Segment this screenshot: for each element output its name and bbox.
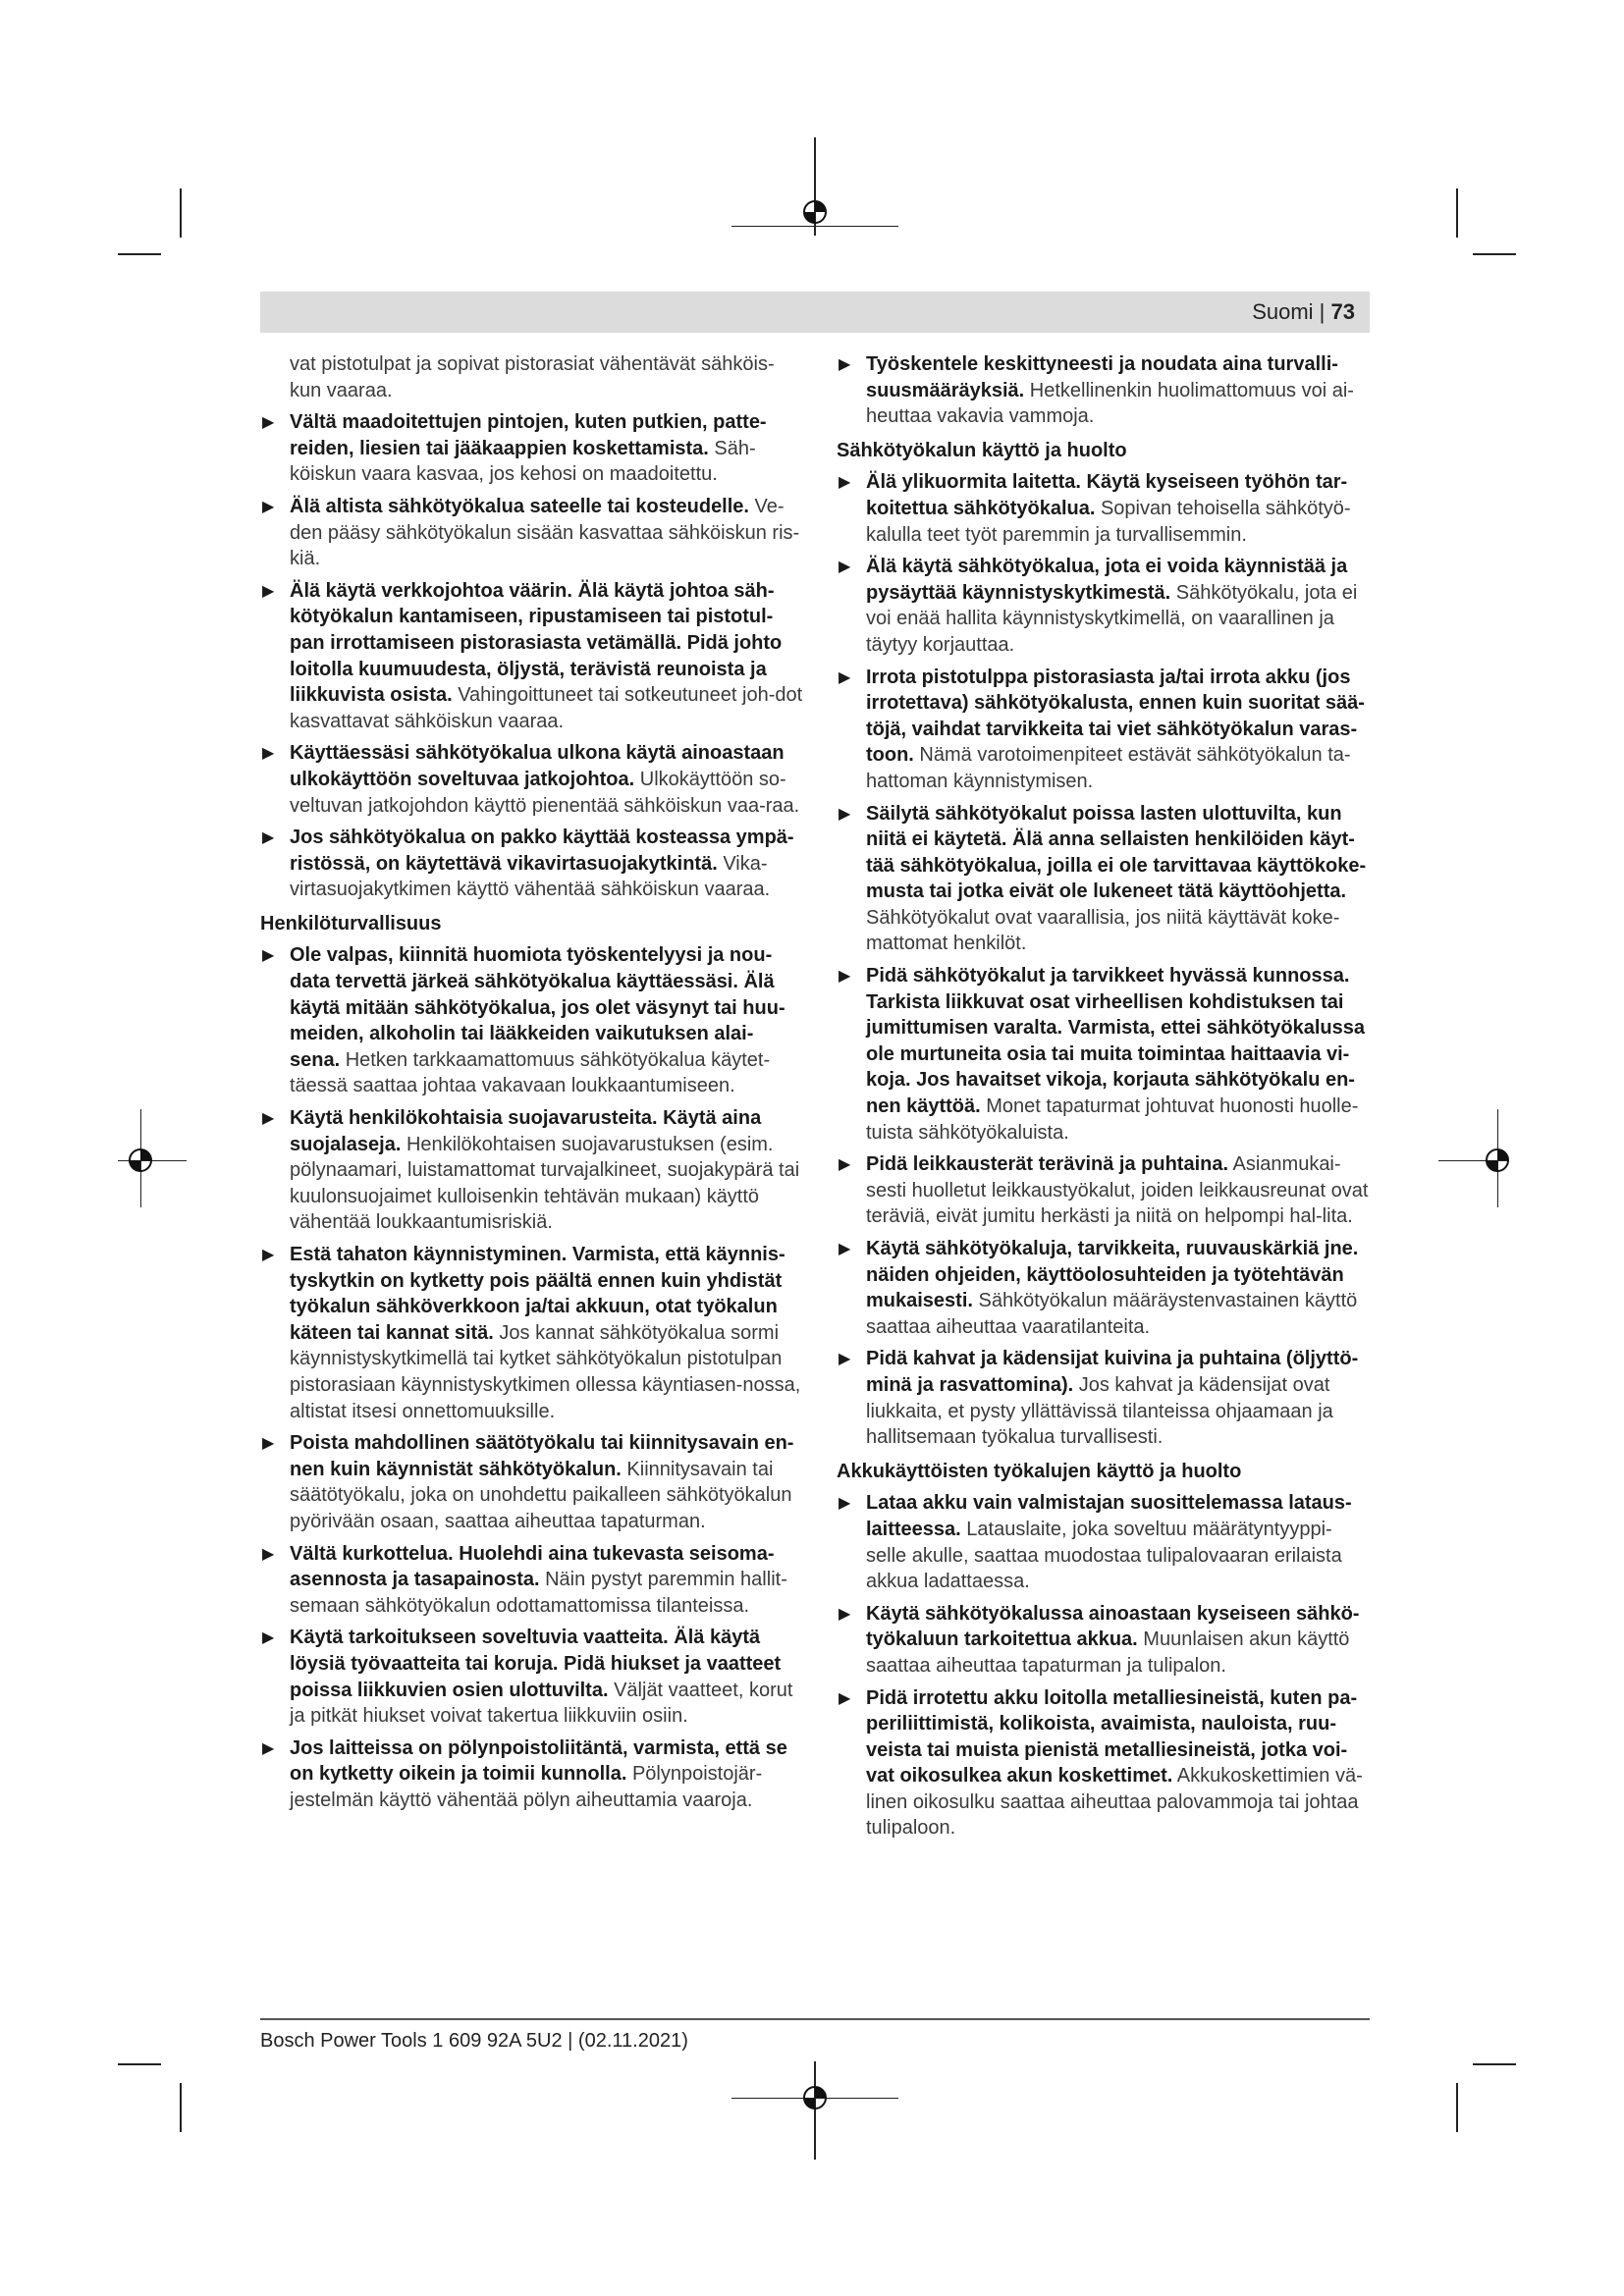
- instruction-explanation: Pölynpoistojär-jestelmän käyttö vähentää pölyn aiheuttamia vaaroja.: [290, 1763, 763, 1811]
- list-item: [837, 1601, 1372, 1680]
- instruction-explanation: Kiinnitysavain tai säätötyökalu, joka on unohdettu paikalleen sähkötyökalun pyörivään osaan, saattaa aiheuttaa tapaturman.: [290, 1458, 792, 1532]
- list-item: [837, 1685, 1372, 1842]
- safety-list: [837, 1490, 1372, 1842]
- instruction-explanation: Nämä varotoimenpiteet estävät sähkötyökalun ta-hattoman käynnistymisen.: [866, 744, 1351, 792]
- list-item: [837, 1151, 1372, 1230]
- instruction-bold: Jos laitteissa on pölynpoistoliitäntä, varmista, että se on kytketty oikein ja toimii kunnolla.: [290, 1736, 787, 1786]
- bullet-arrow-icon: ▶: [262, 1629, 275, 1647]
- instruction-bold: Jos sähkötyökalua on pakko käyttää kosteassa ympä-ristössä, on käytettävä vikavirtasuojakytkintä.: [290, 827, 794, 875]
- crop-mark: [180, 2083, 182, 2132]
- instruction-bold: Älä käytä verkkojohtoa väärin. Älä käytä johtoa säh-kötyökalun kantamiseen, ripustamiseen tai pistotul-pan irrottamiseen pistorasiasta vetämällä. Pidä johto loitolla kuumuudesta, öljystä, terävistä reunoista ja liikkuvista osista.: [290, 579, 783, 707]
- instruction-bold: Pidä sähkötyökalut ja tarvikkeet hyvässä kunnossa. Tarkista liikkuvat osat virheellisen kohdistuksen tai jumittumisen varalta. Varmista, ettei sähkötyökalussa ole murtuneita osia tai muita toimintaa haittaavia vi-koja. Jos havaitset vikoja, korjauta sähkötyökalu en-nen käyttöä.: [866, 965, 1365, 1118]
- right-column: [837, 351, 1372, 1847]
- crop-mark: [1473, 253, 1516, 255]
- instruction-bold: Käyttäessäsi sähkötyökalua ulkona käytä ainoastaan ulkokäyttöön soveltuvaa jatkojohtoa.: [290, 742, 785, 790]
- crop-mark: [1473, 2063, 1516, 2065]
- instruction-explanation: Jos kannat sähkötyökalua sormi käynnistyskytkimellä tai kytket sähkötyökalun pistotulpan pistorasiaan käynnistyskytkimen ollessa käyntiasen-nossa, altistat itsesi onnettomuuksille.: [290, 1321, 801, 1422]
- instruction-explanation: Sopivan tehoisella sähkötyö-kalulla teet työt paremmin ja turvallisemmin.: [866, 497, 1351, 546]
- instruction-explanation: Säh-köiskun vaara kasvaa, jos kehosi on maadoitettu.: [290, 437, 756, 486]
- crop-mark: [1456, 188, 1458, 238]
- instruction-explanation: Muunlaisen akun käyttö saattaa aiheuttaa tapaturman ja tulipalon.: [866, 1629, 1350, 1677]
- list-item: [260, 409, 803, 488]
- list-item: [837, 665, 1372, 795]
- list-item: [837, 1236, 1372, 1340]
- bullet-arrow-icon: ▶: [839, 1605, 851, 1623]
- instruction-bold: Vältä maadoitettujen pintojen, kuten putkien, patte-reiden, liesien tai jääkaappien koskettamista.: [290, 411, 767, 459]
- list-item: [260, 1430, 803, 1534]
- bullet-arrow-icon: ▶: [839, 1689, 851, 1707]
- page-header: [260, 292, 1370, 333]
- footer-text: Bosch Power Tools 1 609 92A 5U2 | (02.11.2021): [260, 2030, 688, 2052]
- instruction-explanation: Akkukoskettimien vä-linen oikosulku saattaa aiheuttaa palovammoja tai johtaa tulipaloon.: [866, 1765, 1363, 1840]
- registration-target-icon: [1484, 1147, 1511, 1174]
- instruction-explanation: Sähkötyökalu, jota ei voi enää hallita käynnistyskytkimellä, on vaarallinen ja täytyy korjauttaa.: [866, 581, 1358, 656]
- list-item: [837, 963, 1372, 1146]
- list-item: [260, 494, 803, 572]
- section-title: Sähkötyökalun käyttö ja huolto: [837, 439, 1127, 461]
- bullet-arrow-icon: ▶: [262, 1247, 275, 1263]
- bullet-arrow-icon: ▶: [262, 414, 275, 432]
- left-column: [260, 351, 803, 1819]
- instruction-bold: Estä tahaton käynnistyminen. Varmista, että käynnis-tyskytkin on kytketty pois päältä ennen kuin yhdistät työkalun sähköverkkoon ja/tai akkuun, otat työkalun käteen tai kannat sitä.: [290, 1244, 785, 1344]
- crop-mark: [118, 2063, 161, 2065]
- safety-list: [837, 351, 1372, 430]
- safety-list: [260, 409, 803, 903]
- bullet-arrow-icon: ▶: [262, 1110, 275, 1128]
- list-item: [260, 1242, 803, 1424]
- bullet-arrow-icon: ▶: [262, 582, 275, 600]
- header-label: [1252, 297, 1355, 327]
- list-item: [837, 1490, 1372, 1594]
- instruction-explanation: Vika-virtasuojakytkimen käyttö vähentää sähköiskun vaaraa.: [290, 852, 771, 901]
- instruction-bold: Vältä kurkottelua. Huolehdi aina tukevasta seisoma-asennosta ja tasapainosta.: [290, 1542, 775, 1591]
- list-item: [837, 554, 1372, 658]
- list-item: [260, 942, 803, 1099]
- instruction-bold: Pidä kahvat ja kädensijat kuivina ja puhtaina (öljyttö-minä ja rasvattomina).: [866, 1348, 1359, 1396]
- list-item: [837, 351, 1372, 430]
- instruction-bold: Poista mahdollinen säätötyökalu tai kiinnitysavain en-nen kuin käynnistät sähkötyökalun.: [290, 1432, 794, 1480]
- bullet-arrow-icon: ▶: [262, 947, 275, 965]
- instruction-bold: Ole valpas, kiinnitä huomiota työskentelyysi ja nou-data tervettä järkeä sähkötyökalua käyttäessäsi. Älä käytä mitään sähkötyökalua, jos olet väsynyt tai huu-meiden, alkoholin tai lääkkeiden vaikutuksen alai-sena.: [290, 944, 785, 1071]
- bullet-arrow-icon: ▶: [262, 1435, 275, 1453]
- instruction-explanation: Ve-den pääsy sähkötyökalun sisään kasvattaa sähköiskun ris-kiä.: [290, 495, 800, 570]
- instruction-bold: Käytä sähkötyökalussa ainoastaan kyseiseen sähkö-työkaluun tarkoitettua akkua.: [866, 1602, 1360, 1651]
- safety-list: [837, 469, 1372, 1450]
- instruction-explanation: Monet tapaturmat johtuvat huonosti huolle-tuista sähkötyökaluista.: [866, 1095, 1359, 1144]
- instruction-bold: Älä käytä sähkötyökalua, jota ei voida käynnistää ja pysäyttää käynnistyskytkimestä.: [866, 556, 1348, 604]
- instruction-explanation: Näin pystyt paremmin hallit-semaan sähkötyökalun odottamattomissa tilanteissa.: [290, 1569, 787, 1617]
- bullet-arrow-icon: ▶: [839, 474, 851, 492]
- instruction-explanation: Henkilökohtaisen suojavarustuksen (esim. pölynaamari, luistamattomat turvajalkineet, suojakypärä tai kuulonsuojaimet kulloisenkin tehtävän mukaan) käyttö vähentää loukkaantumisriskiä.: [290, 1133, 800, 1234]
- instruction-bold: Älä altista sähkötyökalua sateelle tai kosteudelle.: [290, 495, 749, 517]
- instruction-bold: Käytä sähkötyökaluja, tarvikkeita, ruuvauskärkiä jne. näiden ohjeiden, käyttöolosuhteiden ja työtehtävän mukaisesti.: [866, 1238, 1359, 1312]
- instruction-explanation: Sähkötyökalun määräystenvastainen käyttö saattaa aiheuttaa vaaratilanteita.: [866, 1290, 1358, 1338]
- bullet-arrow-icon: ▶: [839, 805, 851, 823]
- instruction-bold: Työskentele keskittyneesti ja noudata aina turvalli-suusmääräyksiä.: [866, 353, 1338, 401]
- registration-target-icon: [801, 2084, 829, 2111]
- bullet-arrow-icon: ▶: [839, 559, 851, 576]
- instruction-explanation: Asianmukai-sesti huolletut leikkaustyökalut, joiden leikkausreunat ovat teräviä, eivät jumitu herkästi ja niitä on helpompi hal-lita.: [866, 1153, 1369, 1228]
- section-title: Henkilöturvallisuus: [260, 912, 442, 934]
- bullet-arrow-icon: ▶: [262, 829, 275, 847]
- list-item: [260, 578, 803, 735]
- footer-rule: [260, 2018, 1370, 2020]
- list-item: [260, 1735, 803, 1814]
- bullet-arrow-icon: ▶: [262, 498, 275, 515]
- bullet-arrow-icon: ▶: [839, 668, 851, 686]
- bullet-arrow-icon: ▶: [839, 356, 851, 373]
- instruction-bold: Käytä tarkoitukseen soveltuvia vaatteita. Älä käytä löysiä työvaatteita tai koruja. Pidä hiukset ja vaatteet poissa liikkuvien osien ulottuvilta.: [290, 1627, 782, 1701]
- registration-target-icon: [127, 1147, 154, 1174]
- instruction-explanation: Väljät vaatteet, korut ja pitkät hiukset voivat takertua liikkuviin osiin.: [290, 1679, 793, 1728]
- bullet-arrow-icon: ▶: [839, 1241, 851, 1257]
- registration-target-icon: [801, 198, 829, 226]
- instruction-bold: Säilytä sähkötyökalut poissa lasten ulottuvilta, kun niitä ei käytetä. Älä anna sellaisten henkilöiden käyt-tää sähkötyökalua, joilla ei ole tarvittavaa käyttökoke-musta tai jotka eivät ole lukeneet tätä käyttöohjetta.: [866, 802, 1367, 903]
- instruction-bold: Irrota pistotulppa pistorasiasta ja/tai irrota akku (jos irrotettava) sähkötyökalusta, ennen kuin suoritat sää-töjä, vaihdat tarvikkeita tai viet sähkötyökalun varas-toon.: [866, 666, 1365, 767]
- list-item: [260, 825, 803, 903]
- crop-mark: [180, 188, 182, 238]
- list-item: [260, 1105, 803, 1236]
- bullet-arrow-icon: ▶: [262, 745, 275, 763]
- instruction-bold: Lataa akku vain valmistajan suosittelemassa lataus-laitteessa.: [866, 1492, 1352, 1540]
- bullet-arrow-icon: ▶: [839, 1495, 851, 1513]
- page-number: 73: [1330, 299, 1355, 324]
- list-item: [837, 469, 1372, 548]
- bullet-arrow-icon: ▶: [839, 968, 851, 986]
- instruction-explanation: Latauslaite, joka soveltuu määrätyntyyppi-selle akulle, saattaa muodostaa tulipalovaaran erilaista akkua ladattaessa.: [866, 1518, 1342, 1593]
- registration-line: [731, 226, 898, 227]
- list-item: [260, 740, 803, 819]
- crop-mark: [1456, 2083, 1458, 2132]
- bullet-arrow-icon: ▶: [839, 1351, 851, 1368]
- section-title: Akkukäyttöisten työkalujen käyttö ja huolto: [837, 1460, 1242, 1482]
- instruction-explanation: Ulkokäyttöön so-veltuvan jatkojohdon käyttö pienentää sähköiskun vaa-raa.: [290, 768, 800, 817]
- instruction-explanation: Hetken tarkkaamattomuus sähkötyökalua käytet-täessä saattaa johtaa vakavaan loukkaantumiseen.: [290, 1048, 771, 1097]
- instruction-bold: Pidä irrotettu akku loitolla metalliesineistä, kuten pa-periliittimistä, kolikoista, avaimista, nauloista, ruu-veista tai muista pienistä metalliesineistä, jotka voi-vat oikosulkea akun koskettimet.: [866, 1686, 1358, 1788]
- list-item: [837, 801, 1372, 958]
- instruction-explanation: Jos kahvat ja kädensijat ovat liukkaita, et pysty yllättävissä tilanteissa ohjaamaan ja hallitsemaan työkalua turvallisesti.: [866, 1373, 1333, 1449]
- crop-mark: [118, 253, 161, 255]
- instruction-explanation: Sähkötyökalut ovat vaarallisia, jos niitä käyttävät koke-mattomat henkilöt.: [866, 906, 1340, 955]
- safety-list: [260, 942, 803, 1813]
- instruction-bold: Käytä henkilökohtaisia suojavarusteita. Käytä aina suojalaseja.: [290, 1107, 762, 1155]
- list-item: [260, 1541, 803, 1620]
- bullet-arrow-icon: ▶: [839, 1156, 851, 1174]
- instruction-bold: Pidä leikkausterät terävinä ja puhtaina.: [866, 1153, 1229, 1176]
- instruction-explanation: Hetkellinenkin huolimattomuus voi ai-heuttaa vakavia vammoja.: [866, 379, 1354, 428]
- header-separator: |: [1319, 299, 1326, 324]
- list-item: [837, 1346, 1372, 1450]
- bullet-arrow-icon: ▶: [262, 1739, 275, 1757]
- instruction-bold: Älä ylikuormita laitetta. Käytä kyseiseen työhön tar-koitettua sähkötyökalua.: [866, 471, 1348, 519]
- instruction-explanation: Vahingoittuneet tai sotkeutuneet joh-dot kasvattavat sähköiskun vaaraa.: [290, 684, 803, 732]
- header-language: Suomi: [1252, 299, 1314, 324]
- continuation-text: vat pistotulpat ja sopivat pistorasiat vähentävät sähköis-kun vaaraa.: [290, 353, 775, 401]
- bullet-arrow-icon: ▶: [262, 1545, 275, 1563]
- list-item: [260, 1625, 803, 1729]
